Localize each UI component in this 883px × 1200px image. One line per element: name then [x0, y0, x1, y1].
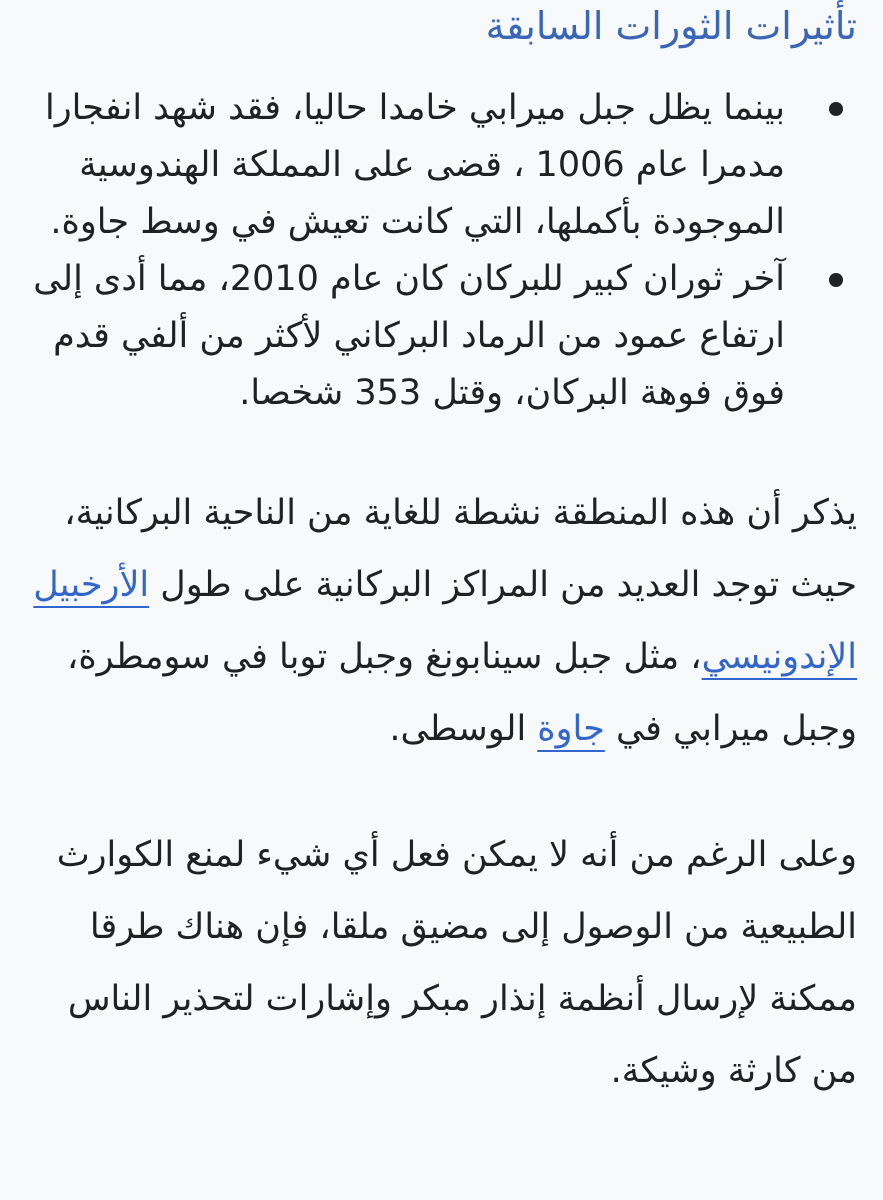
list-item — [12, 251, 785, 422]
list-item-text: آخر ثوران كبير للبركان كان عام 2010، مما أدى إلى ارتفاع عمود من الرماد البركاني لأكثر من ألفي قدم فوق فوهة البركان، وقتل 353 شخصا. — [33, 259, 785, 413]
paragraph-text: ، مثل جبل سينابونغ وجبل توبا في سومطرة، وجبل ميرابي في — [67, 637, 857, 749]
paragraph-text: الوسطى. — [389, 709, 538, 749]
list-item — [12, 80, 785, 251]
paragraph-warning-systems: وعلى الرغم من أنه لا يمكن فعل أي شيء لمنع الكوارث الطبيعية من الوصول إلى مضيق ملقا، فإن هناك طرقا ممكنة لإرسال أنظمة إنذار مبكر وإشارات لتحذير الناس من كارثة وشيكة. — [56, 835, 857, 1091]
link-java[interactable]: جاوة — [537, 709, 605, 749]
bullet-icon — [829, 102, 843, 116]
paragraph-text: يذكر أن هذه المنطقة نشطة للغاية من الناحية البركانية، حيث توجد العديد من المراكز البركانية على طول — [64, 493, 857, 605]
bullet-list — [12, 80, 857, 422]
section-heading: تأثيرات الثورات السابقة — [485, 4, 857, 48]
bullet-icon — [829, 273, 843, 287]
link-indonesian-archipelago[interactable]: الأرخبيل الإندونيسي — [33, 565, 857, 677]
paragraph-volcanic-region — [12, 477, 857, 765]
list-item-text: بينما يظل جبل ميرابي خامدا حاليا، فقد شهد انفجارا مدمرا عام 1006 ، قضى على المملكة الهندوسية الموجودة بأكملها، التي كانت تعيش في وسط جاوة. — [44, 88, 785, 242]
